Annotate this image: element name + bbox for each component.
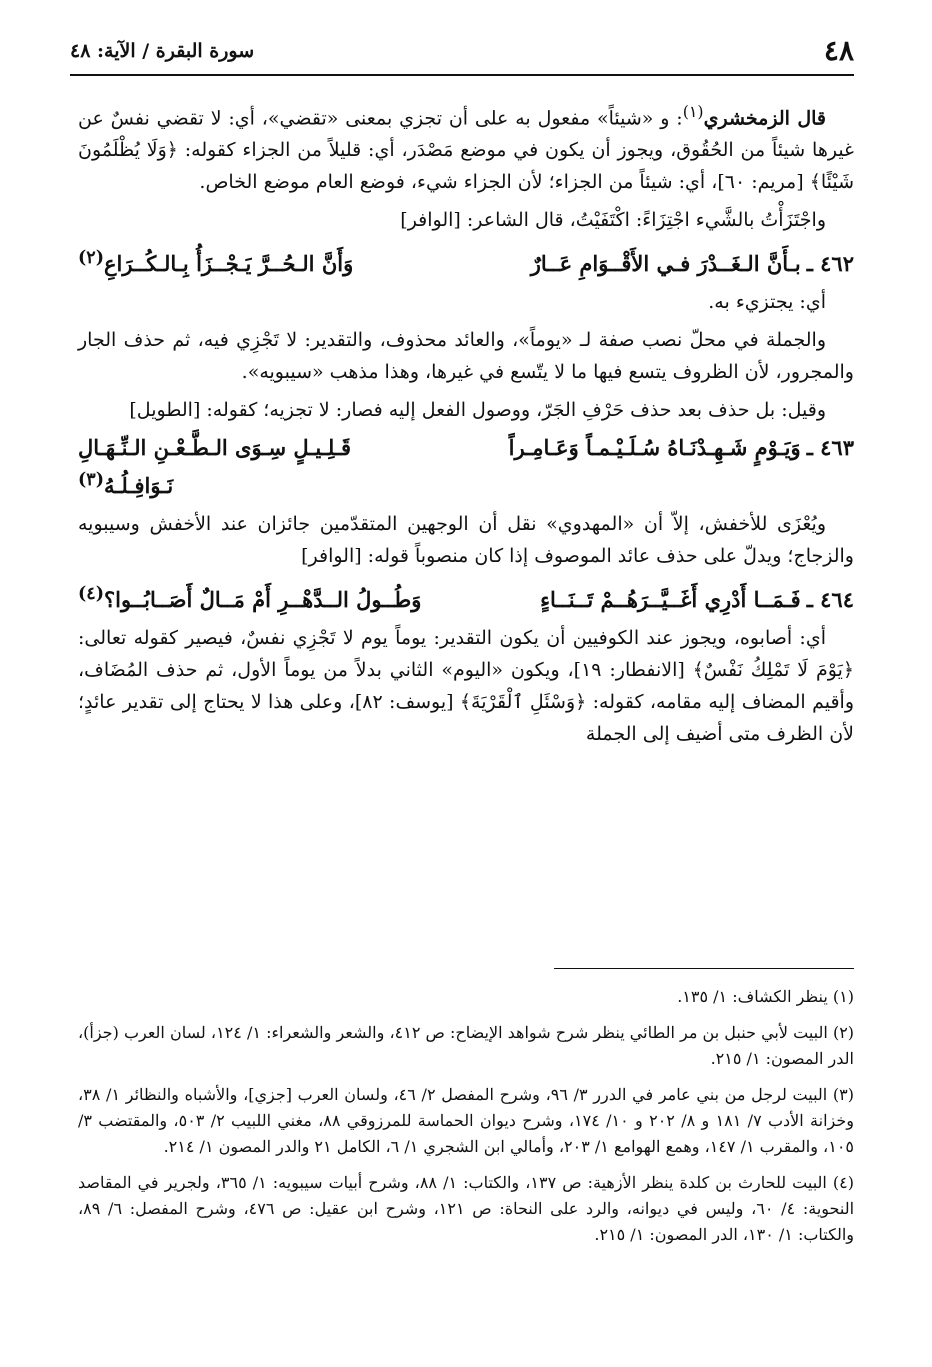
paragraph-text: : و «شيئاً» مفعول به على أن تجزي بمعنى «تقضي»، أي: لا تقضي نفسٌ عن غيرها شيئاً من الحُقُوق، ويجوز أن يكون في موضع مَصْدَر، أي: قليلاً من الجزاء كقوله: ﴿وَلَا يُظْلَمُونَ شَيْئًا﴾ [مريم: ٦٠]، أي: شيئاً من الجزاء؛ لأن الجزاء شيء، فوضع العام موضع الخاص. xyxy=(78,107,854,194)
verse-second-text: قَـلِـيـلٍ سِـوَى الـطَّـعْـنِ الـنِّـهَـالِ نَـوَافِـلُـهُ xyxy=(78,435,352,499)
paragraph-akhfash: ويُعْزَى للأخفش، إلاّ أن «المهدوي» نقل أن الوجهين المتقدّمين جائزان عند الأخفش وسيبويه والزجاج؛ ويدلّ على حذف عائد الموصوف إذا كان منصوباً قوله: [الوافر] xyxy=(78,513,854,568)
verse-first-hemistich: بـأَنَّ الـغَــدْرَ فـي الأَقْــوَامِ عَــارٌ xyxy=(530,251,801,277)
verse-464 xyxy=(78,578,854,616)
main-text xyxy=(78,96,854,756)
footnote-marker-2: (٢) xyxy=(78,248,104,269)
paragraph-explanation: أي: يجتزيء به. xyxy=(708,291,826,314)
footnote-divider xyxy=(554,968,854,969)
paragraph-wa-qila: وقيل: بل حذف بعد حذف حَرْفِ الجَرّ، ووصول الفعل إليه فصار: لا تجزيه؛ كقوله: [الطويل] xyxy=(129,399,826,422)
verse-second-hemistich xyxy=(78,432,439,502)
verse-463 xyxy=(78,432,854,502)
verse-first-hemistich: وَيَـوْمٍ شَـهِـدْنَـاهُ سُـلَـيْـمـاً وَعَـامِـراً xyxy=(508,435,801,461)
paragraph-kufiyyin: أي: أصابوه، ويجوز عند الكوفيين أن يكون التقدير: يوماً يوم لا تَجْزِي نفسٌ، فيصير كقوله تعالى: ﴿يَوْمَ لَا تَمْلِكُ نَفْسٌ﴾ [الانفطار: ١٩]، ويكون «اليوم» الثاني بدلاً من يوماً الأول، ثم حذف المُضَاف، وأقيم المضاف إليه مقامه، كقوله: ﴿وَسْئَلِ ٱلْقَرْيَةَ﴾ [يوسف: ٨٢]، وعلى هذا لا يحتاج إلى تقدير عائدٍ؛ لأن الظرف متى أضيف إلى الجملة xyxy=(78,627,854,746)
paragraph-ijtiza: واجْتَزَأْتُ بالشَّيء اجْتِزَاءً: اكْتَفَيْتُ، قال الشاعر: [الوافر] xyxy=(400,209,826,232)
verse-number: ٤٦٤ ـ xyxy=(806,587,854,613)
footnote-marker-3: (٣) xyxy=(78,470,104,491)
verse-462 xyxy=(78,242,854,280)
verse-number: ٤٦٣ ـ xyxy=(806,435,854,461)
paragraph-sentence-position: والجملة في محلّ نصب صفة لـ «يوماً»، والعائد محذوف، والتقدير: لا تَجْزِي فيه، ثم حذف الجار والمجرور، لأن الظروف يتسع فيها ما لا يتّسع في غيرها، وهذا مذهب «سيبويه». xyxy=(78,329,854,384)
verse-second-text: وَطُــولُ الــدَّهْــرِ أَمْ مَــالٌ أَصَــابُــوا؟ xyxy=(103,587,422,613)
verse-second-text: وَأَنَّ الـحُــرَّ يَـجْــزَأُ بِـالـكُــرَاعِ xyxy=(103,251,354,277)
verse-second-hemistich xyxy=(78,242,439,280)
running-title: سورة البقرة / الآية: ٤٨ xyxy=(70,40,255,62)
footnote-item: (١) ينظر الكشاف: ١/ ١٣٥. xyxy=(677,987,854,1006)
verse-number: ٤٦٢ ـ xyxy=(806,251,854,277)
page-header xyxy=(70,28,854,76)
footnote-marker-4: (٤) xyxy=(78,584,104,605)
footnote-marker-1: (١) xyxy=(682,102,704,121)
speaker-name: قال الزمخشري xyxy=(703,107,826,130)
footnote-item: (٢) البيت لأبي حنبل بن مر الطائي ينظر شرح شواهد الإيضاح: ص ٤١٢، والشعر والشعراء: ١/ ١٢٤، لسان العرب (جزأ)، الدر المصون: ١/ ٢١٥. xyxy=(78,1023,855,1068)
page-number: ٤٨ xyxy=(823,34,854,67)
verse-second-hemistich xyxy=(78,578,439,616)
footnotes xyxy=(78,984,854,1258)
footnote-item: (٣) البيت لرجل من بني عامر في الدرر ٣/ ٩٦، وشرح المفصل ٢/ ٤٦، ولسان العرب [جزي]، والأشباه والنظائر ١/ ٣٨، وخزانة الأدب ٧/ ١٨١ و ٨/ ٢٠٢ و ١٠/ ١٧٤، وشرح ديوان الحماسة للمرزوقي ٨٨، مغني اللبيب ٢/ ٥٠٣، والمقتضب ٣/ ١٠٥، والمقرب ١/ ١٤٧، وهمع الهوامع ١/ ٢٠٣، وأمالي ابن الشجري ١/ ٦، الكامل ٢١ والدر المصون ١/ ٢١٤. xyxy=(78,1085,854,1156)
paragraph-zamakhshari xyxy=(78,96,854,198)
verse-first-hemistich: فَـمَــا أَدْرِي أَغَــيَّــرَهُــمْ تَــنَــاءٍ xyxy=(540,587,801,613)
footnote-item: (٤) البيت للحارث بن كلدة ينظر الأزهية: ص ١٣٧، والكتاب: ١/ ٨٨، وشرح أبيات سيبويه: ١/ ٣٦٥، ولجرير في المقاصد النحوية: ٤/ ٦٠، وليس في ديوانه، والرد على النحاة: ص ١٢١، وشرح ابن عقيل: ص ٤٧٦، وشرح المفصل: ٦/ ٨٩، والكتاب: ١/ ١٣٠، الدر المصون: ١/ ٢١٥. xyxy=(78,1173,855,1244)
